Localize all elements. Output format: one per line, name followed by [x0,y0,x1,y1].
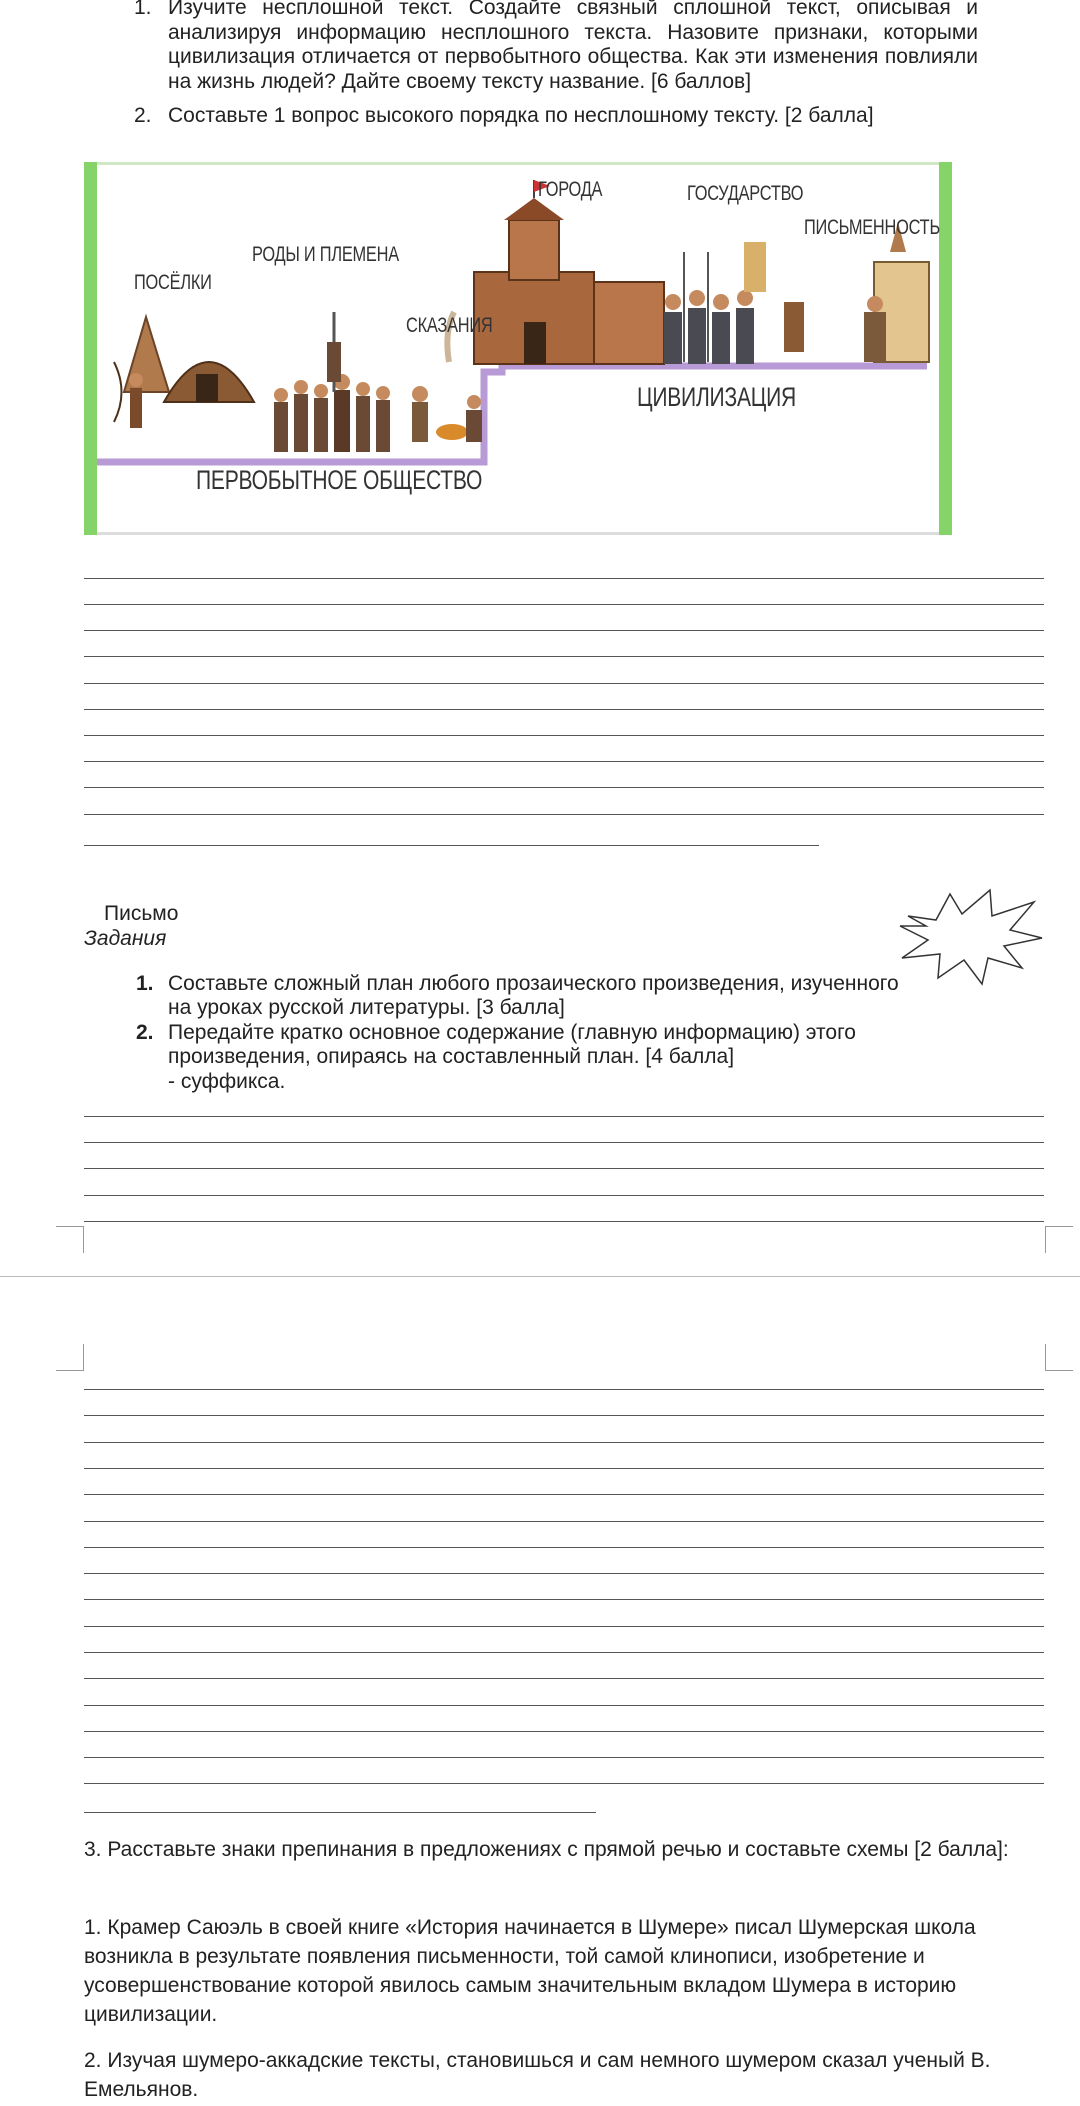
starburst-outline [900,890,1042,984]
section-heading-pismo: Письмо [104,902,179,925]
campfire [436,424,468,440]
tribe-head [314,384,328,398]
tribe-figure [334,390,350,452]
starburst-shape [898,886,1044,990]
letter-task2-number: 2. [136,1021,154,1044]
letter-task2-line1: Передайте кратко основное содержание (главную информацию) этого [168,1021,856,1044]
crop-mark-top-right [1045,1226,1073,1253]
answer-line[interactable] [84,1521,1044,1522]
label-civilizaciya: ЦИВИЛИЗАЦИЯ [637,382,796,412]
answer-line[interactable] [84,683,1044,684]
crop-mark-bottom-right [1045,1344,1073,1371]
warrior-head [665,294,681,310]
answer-line[interactable] [84,761,1044,762]
tribe-figure [356,396,370,452]
warrior-head [689,290,705,306]
punctuation-sentence-2: 2. Изучая шумеро-аккадские тексты, становишься и сам немного шумером сказал ученый В. Емельянов. [84,2049,991,2101]
answer-line[interactable] [84,578,1044,579]
answer-line[interactable] [84,845,819,846]
storyteller-head [412,386,428,402]
hunter-bow [114,362,122,422]
answer-line[interactable] [84,1168,1044,1169]
answer-line[interactable] [84,1626,1044,1627]
warrior-figure [736,308,754,364]
answer-line[interactable] [84,604,1044,605]
task2-number: 2. [134,104,152,127]
answer-line[interactable] [84,1389,1044,1390]
answer-line[interactable] [84,656,1044,657]
state-group [664,242,804,364]
tribe-figure [274,402,288,452]
task1-text: Изучите несплошной текст. Создайте связный сплошной текст, описывая и анализируя информацию несплошного текста. Назовите признаки, которыми цивилизация отличается от первобытного общества. Как эти изменения повлияли на жизнь людей? Дайте своему тексту название. [6 баллов] [168,0,978,93]
crop-mark-top-left [56,1226,84,1253]
letter-task1-line1: Составьте сложный план любого прозаического произведения, изученного [168,972,899,995]
label-poselki: ПОСЁЛКИ [134,271,212,294]
listener-figure [466,410,482,442]
answer-line[interactable] [84,787,1044,788]
answer-line[interactable] [84,1221,1044,1222]
ruler-throne [744,242,766,292]
left-border-bar [84,162,97,535]
fortress-gate [524,322,546,364]
answer-line[interactable] [84,1599,1044,1600]
letter-task1-line2: на уроках русской литературы. [3 балла] [168,996,565,1019]
warrior-figure [688,308,706,364]
label-pervobytnoe-obshchestvo: ПЕРВОБЫТНОЕ ОБЩЕСТВО [196,465,483,495]
tribe-group [274,312,390,452]
tribe-figure [294,394,308,452]
punctuation-task-intro: 3. Расставьте знаки препинания в предложениях с прямой речью и составьте схемы [2 балла]: [84,1838,1009,1861]
fortress-tower [509,220,559,280]
civilization-illustration [84,162,952,535]
tribe-head [274,388,288,402]
answer-line[interactable] [84,1142,1044,1143]
answer-line[interactable] [84,1195,1044,1196]
tribe-head [376,386,390,400]
bottom-border [97,532,939,535]
label-pismennost: ПИСЬМЕННОСТЬ [804,216,940,239]
answer-line[interactable] [84,1731,1044,1732]
warrior-figure [712,312,730,364]
answer-line[interactable] [84,1705,1044,1706]
tribe-figure [376,400,390,452]
answer-line[interactable] [84,1573,1044,1574]
letter-task1-number: 1. [136,972,154,995]
leader-figure [327,342,341,382]
label-gosudarstvo: ГОСУДАРСТВО [687,182,804,205]
primitive-group [114,317,254,428]
crop-mark-bottom-left [56,1344,84,1371]
answer-line[interactable] [84,630,1044,631]
punctuation-sentence-1: 1. Крамер Саюэль в своей книге «История начинается в Шумере» писал Шумерская школа возникла в результате появления письменности, той самой клинописи, изобретение и усовершенствование которой явилось самым значительным вкладом Шумера в историю цивилизации. [84,1916,976,2026]
letter-task2-line2: произведения, опираясь на составленный план. [4 балла] [168,1045,735,1068]
answer-line[interactable] [84,1468,1044,1469]
answer-line[interactable] [84,1116,1044,1117]
writer-head [867,296,883,312]
tribe-head [294,380,308,394]
section-subheading-zadaniya: Задания [84,927,167,950]
warrior-head [713,294,729,310]
task2-text: Составьте 1 вопрос высокого порядка по несплошному тексту. [2 балла] [168,104,874,127]
answer-line[interactable] [84,735,1044,736]
answer-line[interactable] [84,1547,1044,1548]
writer-figure [864,312,886,362]
city-group [474,180,664,364]
answer-line[interactable] [84,1415,1044,1416]
page-break-line [0,1276,1080,1277]
tribe-figure [314,398,328,452]
scribe-figure [784,302,804,352]
answer-line[interactable] [84,1783,1044,1784]
answer-line[interactable] [84,1494,1044,1495]
letter-task2-line3: - суффикса. [168,1070,286,1093]
warrior-figure [664,312,682,364]
hut-door [196,374,218,402]
answer-line[interactable] [84,1678,1044,1679]
writing-group [864,222,929,362]
tribe-head [356,382,370,396]
city-buildings [594,282,664,364]
right-border-bar [939,162,952,535]
task1-number: 1. [134,0,152,19]
answer-line[interactable] [84,1442,1044,1443]
answer-line[interactable] [84,814,1044,815]
answer-line[interactable] [84,1652,1044,1653]
top-border [97,162,939,165]
warrior-head [737,290,753,306]
listener-head [467,395,481,409]
answer-line[interactable] [84,1812,596,1813]
label-rody-i-plemena: РОДЫ И ПЛЕМЕНА [252,243,399,266]
hunter-body [130,388,142,428]
hunter-head [129,373,143,387]
answer-line[interactable] [84,709,1044,710]
label-skazaniya: СКАЗАНИЯ [406,314,493,337]
answer-line[interactable] [84,1757,1044,1758]
storyteller-figure [412,402,428,442]
label-goroda: ГОРОДА [538,178,603,201]
